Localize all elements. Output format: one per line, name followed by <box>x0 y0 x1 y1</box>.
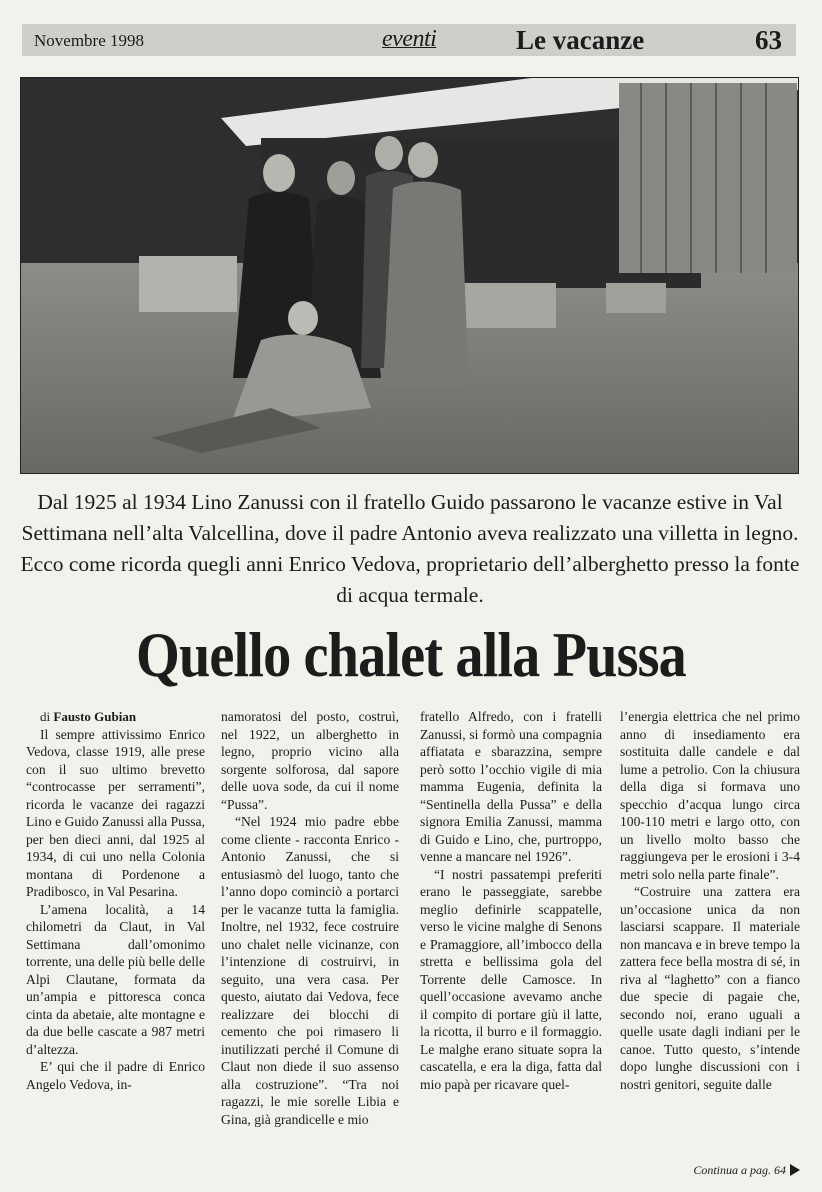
article-headline: Quello chalet alla Pussa <box>136 619 686 690</box>
paragraph: L’amena località, a 14 chilometri da Claut, in Val Settimana dall’omonimo torrente, una delle più belle delle Alpi Clautane, formata da un’ampia e pittoresca conca cinta da abetaie, alte montagne e da due belle cascate a 987 metri d’altezza. <box>26 901 205 1057</box>
photo-illustration <box>21 78 798 473</box>
cement-blocks <box>461 283 556 328</box>
article-column-4 <box>620 708 800 1093</box>
byline <box>26 708 205 726</box>
paragraph: “I nostri passatempi preferiti erano le passeggiate, sarebbe meglio definirle scappatelle, verso le vicine malghe di Senons e Pramaggiore, all’imbocco della stretta e bellissima gola del Torrente delle Camosce. In quell’occasione avevamo anche il compito di portare giù il latte, la ricotta, il burro e il formaggio. Le malghe erano situate sopra la cascatella, e era la diga, fatta dal mio papà per ricavare quel- <box>420 866 602 1092</box>
paragraph: Il sempre attivissimo Enrico Vedova, classe 1919, alle prese con il suo ultimo brevetto “controcasse per serramenti”, ricorda le vacanze dei ragazzi Lino e Guido Zanussi alla Pussa, per ben dieci anni, dal 1925 al 1934, di cui uno nella Colonia montana di Pordenone a Pradibosco, in Val Pesarina. <box>26 726 205 899</box>
paragraph: l’energia elettrica che nel primo anno di insediamento era sostituita dalle candele e dal lume a petrolio. Con la chiusura della diga si formava uno specchio d’acqua lungo circa 100-110 metri e largo otto, con un livello molto basso che raggiungeva per le erosioni i 3-4 metri solo nella parte finale”. <box>620 709 800 882</box>
cement-block <box>606 283 666 313</box>
page-header <box>22 24 796 56</box>
byline-author: Fausto Gubian <box>53 709 137 724</box>
continuation-note <box>693 1163 800 1178</box>
article-column-3 <box>420 708 602 1093</box>
photo-caption: Dal 1925 al 1934 Lino Zanussi con il fratello Guido passarono le vacanze estive in Val Settimana nell’alta Valcellina, dove il padre Antonio aveva realizzato una villetta in legno. Ecco come ricorda quegli anni Enrico Vedova, proprietario dell’alberghetto presso la fonte di acqua termale. <box>20 490 800 607</box>
continuation-text: Continua a pag. 64 <box>693 1163 786 1177</box>
byline-prefix: di <box>40 709 51 724</box>
page-number: 63 <box>755 25 782 55</box>
wooden-shed <box>619 83 797 273</box>
article-column-1 <box>26 708 205 1093</box>
issue-date: Novembre 1998 <box>34 31 145 50</box>
paragraph: fratello Alfredo, con i fratelli Zanussi, si formò una compagnia affiatata e sbarazzina, sempre però sotto l’occhio vigile di mia mamma Eugenia, definita la “Sentinella della Pussa” e della signora Emilia Zanussi, mamma di Guido e Lino, che, purtroppo, venne a mancare nel 1926”. <box>420 709 602 864</box>
historic-photo <box>20 77 799 474</box>
brick-stack <box>139 256 237 312</box>
triangle-right-icon <box>790 1164 800 1176</box>
paragraph: “Nel 1924 mio padre ebbe come cliente - racconta Enrico - Antonio Zanussi, che si entusiasmò del luogo, tanto che l’anno dopo cominciò a portarci per le vacanze tutta la famiglia. Inoltre, nel 1932, fece costruire uno chalet nelle vicinanze, con l’intenzione di costruirvi, in seguito, una vera casa. Per questo, aiutato dai Vedova, fece realizzare dei blocchi di cemento che poi rimasero li inutilizzati perché il Comune di Claut non diede il suo assenso alla costruzione”. “Tra noi ragazzi, le mie sorelle Libia e Gina, già grandicelle e mio <box>221 814 399 1127</box>
paragraph: “Costruire una zattera era un’occasione unica da non lasciarsi scappare. Il materiale non mancava e in breve tempo la zattera fece bella mostra di sé, in riva al “laghetto” con a fianco due specie di pagaie che, secondo noi, erano uguali a quelle usate dagli indiani per le canoe. Tutto questo, s’intende dopo lunghe discussioni con i nostri genitori, seguite dalle <box>620 884 800 1092</box>
paragraph: E’ qui che il padre di Enrico Angelo Vedova, in- <box>26 1059 205 1092</box>
section-title: Le vacanze <box>516 25 645 55</box>
paragraph: namoratosi del posto, costruì, nel 1922, un alberghetto in legno, proprio vicino alla sorgente solforosa, dal sapore delle uova sode, da cui il nome “Pussa”. <box>221 709 399 812</box>
article-column-2 <box>221 708 399 1128</box>
magazine-logo: eventi <box>382 26 437 52</box>
